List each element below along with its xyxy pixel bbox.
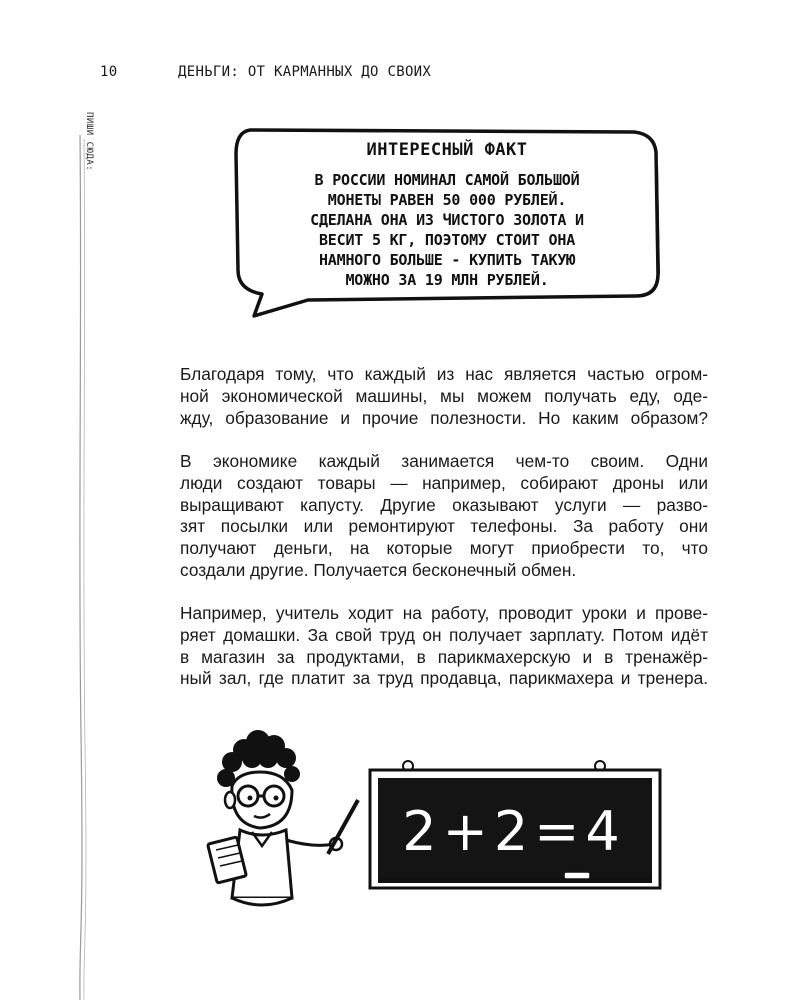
text-line: люди создают товары — например, собирают дроны или [180,472,708,493]
text-line: выращивают капусту. Другие оказывают услуги — разво- [180,494,708,515]
fact-line: МОЖНО ЗА 19 МЛН РУБЛЕЙ. [345,271,549,289]
paragraph-1 [180,364,708,429]
margin-note-label: ПИШИ СЮДА: [84,112,94,172]
text-line: получают деньги, на которые могут приобрести то, что [180,538,708,559]
text-line: Благодаря тому, что каждый из нас является частью огром- [180,364,708,384]
fact-line: ВЕСИТ 5 КГ, ПОЭТОМУ СТОИТ ОНА [318,231,576,249]
text-line: Например, учитель ходит на работу, проводит уроки и прове- [180,603,708,623]
fact-box [252,140,642,290]
running-title: ДЕНЬГИ: ОТ КАРМАННЫХ ДО СВОИХ [178,64,432,80]
fact-line: НАМНОГО БОЛЬШЕ - КУПИТЬ ТАКУЮ [318,251,576,269]
text-line: создали другие. Получается бесконечный обмен. [180,559,577,580]
page-number: 10 [100,64,118,80]
text-line: жду, образование и прочие полезности. Но каким образом? [180,407,708,428]
paragraph-3 [180,603,708,690]
teacher-illustration [196,728,366,918]
text-line: В экономике каждый занимается чем-то своим. Одни [180,451,708,471]
margin-note-line [58,135,92,1000]
chalkboard-text: 2+2=4 [402,800,626,863]
text-line: ный зал, где платит за труд продавца, парикмахера и тренера. [180,668,708,689]
fact-line: СДЕЛАНА ОНА ИЗ ЧИСТОГО ЗОЛОТА И [310,211,584,229]
text-line: ряет домашки. За свой труд он получает зарплату. Потом идёт [180,624,708,645]
fact-line: МОНЕТЫ РАВЕН 50 000 РУБЛЕЙ. [327,191,567,209]
fact-line: В РОССИИ НОМИНАЛ САМОЙ БОЛЬШОЙ [314,171,580,189]
paragraph-2 [180,451,708,582]
text-line: зят посылки или ремонтируют телефоны. За работу они [180,516,708,537]
text-line: в магазин за продуктами, в парикмахерскую и в тренажёр- [180,646,708,667]
fact-title: ИНТЕРЕСНЫЙ ФАКТ [366,140,528,160]
chalkboard [364,756,664,896]
text-line: ной экономической машины, мы можем получать еду, оде- [180,385,708,406]
